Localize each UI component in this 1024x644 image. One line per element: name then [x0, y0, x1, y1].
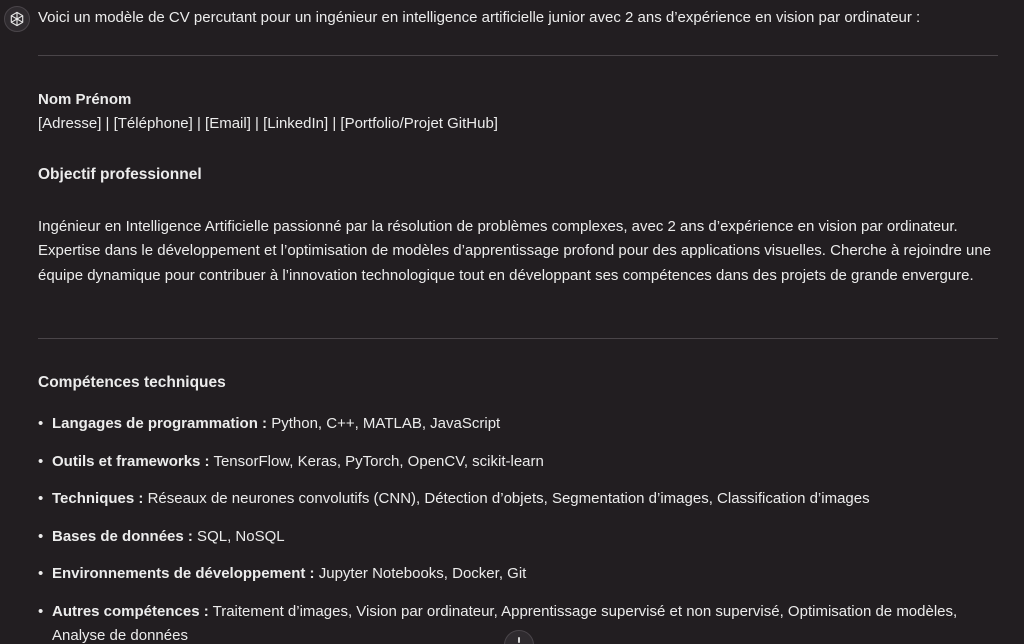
divider: [38, 338, 998, 339]
assistant-avatar: [4, 6, 30, 32]
section-heading-competences: Compétences techniques: [38, 374, 226, 391]
skills-list: [38, 412, 998, 644]
skill-value: Python, C++, MATLAB, JavaScript: [267, 415, 501, 432]
scroll-down-icon: [518, 637, 520, 643]
skill-value: TensorFlow, Keras, PyTorch, OpenCV, scikit-learn: [209, 452, 544, 470]
skill-label: Langages de programmation :: [52, 415, 268, 432]
objectif-paragraph: Ingénieur en Intelligence Artificielle passionné par la résolution de problèmes complexes, avec 2 ans d’expérience en vision par ordinateur. Expertise dans le développement et l’optimisation de modèles d’apprentissage profond pour des applications visuelles. Cherche à rejoindre une équipe dynamique pour contribuer à l’innovation technologique tout en développant ses compétences dans des projets de grande envergure.: [38, 218, 992, 284]
skill-value: SQL, NoSQL: [192, 527, 285, 545]
skill-label: Techniques :: [52, 490, 144, 507]
bullet: •: [38, 602, 44, 620]
skill-value: Jupyter Notebooks, Docker, Git: [314, 565, 527, 582]
bullet: •: [38, 415, 44, 432]
section-heading-objectif: Objectif professionnel: [38, 166, 202, 183]
bullet: •: [38, 490, 44, 507]
list-item: [38, 525, 998, 549]
skill-value: Réseaux de neurones convolutifs (CNN), Détection d’objets, Segmentation d’images, Classification d’images: [143, 490, 870, 507]
cv-name: Nom Prénom: [38, 91, 132, 108]
bullet: •: [38, 452, 44, 470]
skill-label: Bases de données :: [52, 527, 193, 545]
skill-label: Autres compétences :: [52, 602, 209, 620]
bullet: •: [38, 565, 44, 582]
list-item: [38, 562, 998, 586]
bullet: •: [38, 527, 44, 545]
message-intro: Voici un modèle de CV percutant pour un ingénieur en intelligence artificielle junior avec 2 ans d’expérience en vision par ordinateur :: [38, 9, 921, 26]
divider: [38, 55, 998, 56]
skill-value: Traitement d’images, Vision par ordinateur, Apprentissage supervisé et non supervisé, Optimisation de modèles, Analyse de données: [52, 602, 958, 644]
list-item: [38, 487, 998, 511]
skill-label: Outils et frameworks :: [52, 452, 210, 470]
skill-label: Environnements de développement :: [52, 565, 315, 582]
cv-contacts: [Adresse] | [Téléphone] | [Email] | [LinkedIn] | [Portfolio/Projet GitHub]: [38, 115, 498, 132]
openai-logo-icon: [8, 10, 26, 28]
list-item: [38, 412, 998, 436]
list-item: [38, 450, 998, 474]
